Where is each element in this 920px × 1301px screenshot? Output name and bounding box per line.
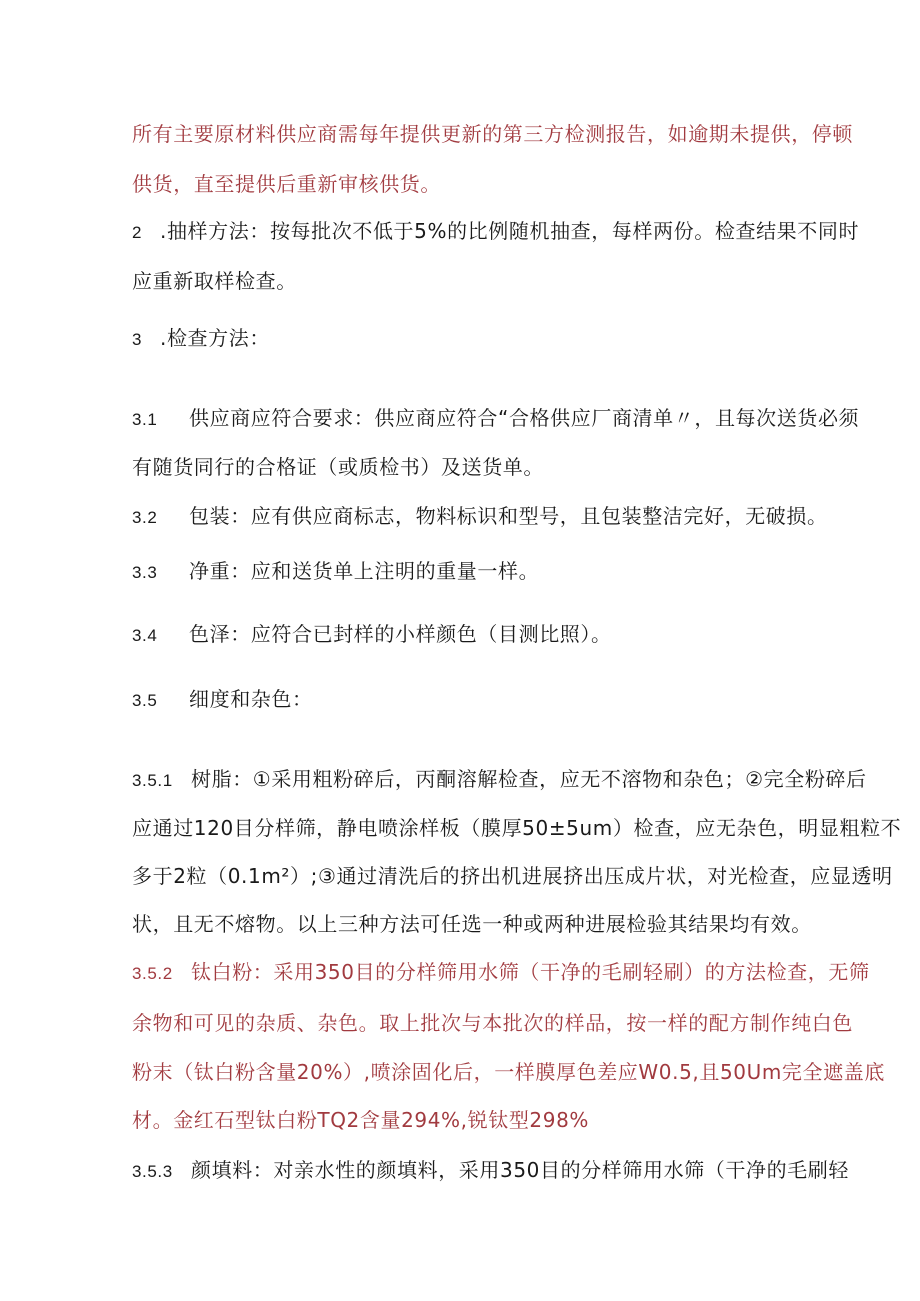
subsection-3-5-2	[132, 958, 870, 988]
section-number: 2	[132, 223, 143, 242]
section-text: 钛白粉：采用350目的分样筛用水筛（干净的毛刷轻刷）的方法检查，无筛	[191, 960, 870, 984]
section-number: 3	[132, 330, 143, 349]
subsection-3-5-1-line: 应通过120目分样筛，静电喷涂样板（膜厚50±5um）检查，应无杂色，明显粗粒不	[132, 816, 902, 840]
subsection-3-2	[132, 502, 828, 532]
section-text: .检查方法：	[160, 326, 270, 350]
section-number: 3.5.2	[132, 964, 173, 983]
section-number: 3.5.1	[132, 771, 173, 790]
subsection-3-5-1-line: 多于2粒（0.1m²）;③通过清洗后的挤出机进展挤出压成片状，对光检查，应显透明	[132, 864, 893, 888]
section-2-line: 应重新取样检查。	[132, 269, 297, 293]
section-number: 3.5.3	[132, 1162, 173, 1181]
paragraph-line: 所有主要原材料供应商需每年提供更新的第三方检测报告，如逾期未提供，停顿	[132, 122, 853, 146]
subsection-3-5-1	[132, 765, 867, 795]
section-text: 颜填料：对亲水性的颜填料，采用350目的分样筛用水筛（干净的毛刷轻	[191, 1158, 849, 1182]
subsection-3-4	[132, 620, 612, 650]
section-3-heading	[132, 324, 270, 354]
subsection-3-5-2-line: 余物和可见的杂质、杂色。取上批次与本批次的样品，按一样的配方制作纯白色	[132, 1011, 853, 1035]
section-number: 3.3	[132, 563, 158, 582]
section-number: 3.4	[132, 626, 158, 645]
paragraph-line: 供货，直至提供后重新审核供货。	[132, 172, 441, 196]
section-text: 净重：应和送货单上注明的重量一样。	[189, 559, 540, 583]
subsection-3-5	[132, 685, 313, 715]
section-2-line	[132, 217, 859, 247]
section-text: 树脂：①采用粗粉碎后，丙酮溶解检查，应无不溶物和杂色；②完全粉碎后	[191, 767, 867, 791]
section-text: .抽样方法：按每批次不低于5%的比例随机抽查，每样两份。检查结果不同时	[160, 219, 860, 243]
subsection-3-5-2-line: 粉末（钛白粉含量20%）,喷涂固化后，一样膜厚色差应W0.5,且50Um完全遮盖底	[132, 1060, 885, 1084]
subsection-3-5-2-line: 材。金红石型钛白粉TQ2含量294%,锐钛型298%	[132, 1108, 589, 1132]
section-number: 3.5	[132, 691, 158, 710]
section-number: 3.2	[132, 508, 158, 527]
section-text: 包装：应有供应商标志，物料标识和型号，且包装整洁完好，无破损。	[189, 504, 828, 528]
subsection-3-1	[132, 404, 859, 434]
section-text: 色泽：应符合已封样的小样颜色（目测比照）。	[189, 622, 612, 646]
section-text: 细度和杂色：	[189, 687, 313, 711]
section-text: 供应商应符合要求：供应商应符合“合格供应厂商清单〃，且每次送货必须	[189, 406, 860, 430]
section-number: 3.1	[132, 410, 158, 429]
subsection-3-3	[132, 557, 539, 587]
subsection-3-1-line: 有随货同行的合格证（或质检书）及送货单。	[132, 455, 544, 479]
subsection-3-5-1-line: 状，且无不熔物。以上三种方法可任选一种或两种进展检验其结果均有效。	[132, 912, 812, 936]
subsection-3-5-3	[132, 1156, 849, 1186]
